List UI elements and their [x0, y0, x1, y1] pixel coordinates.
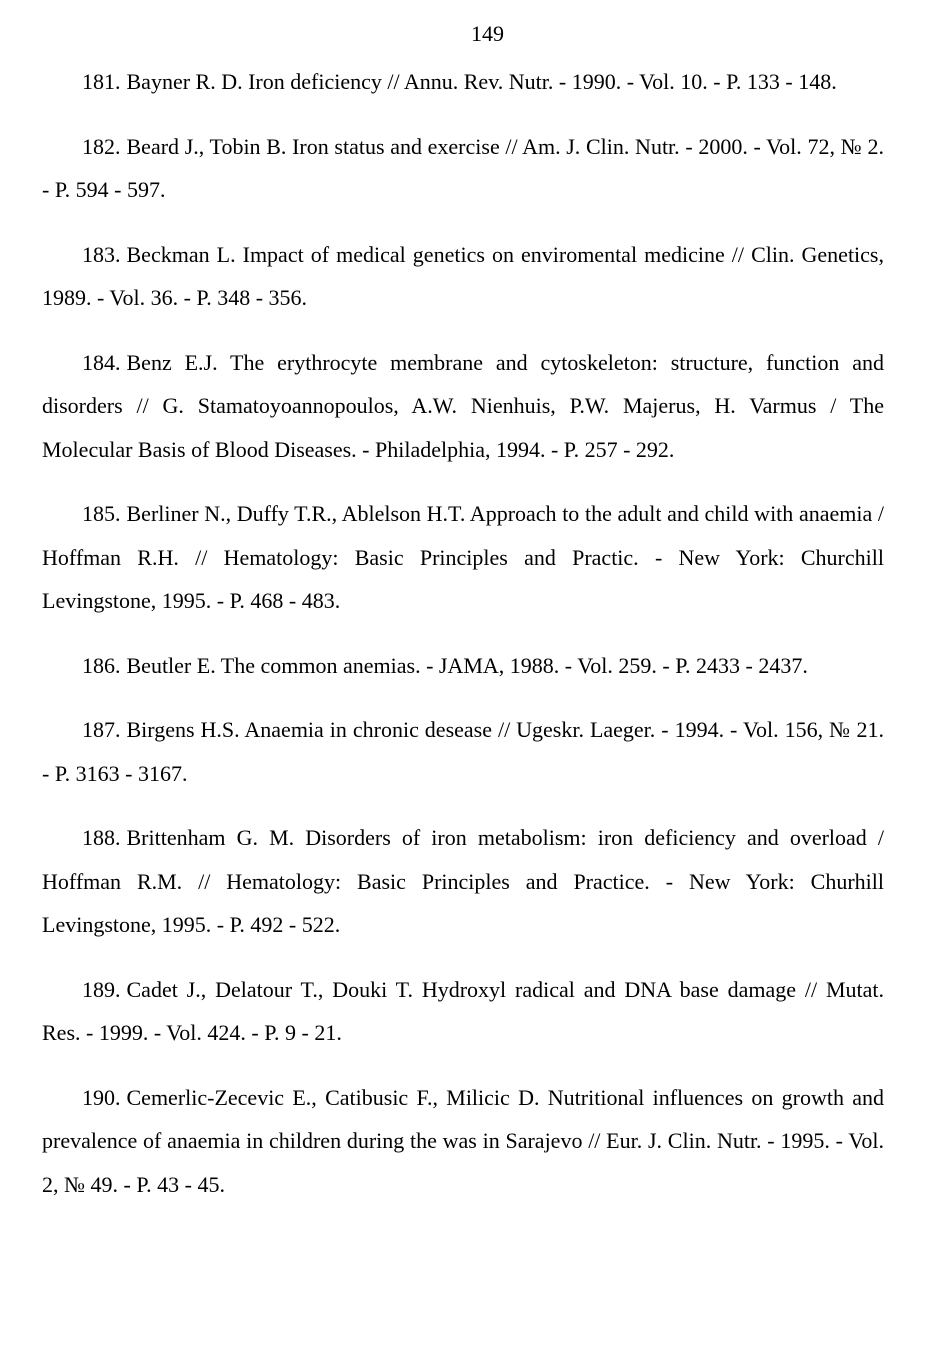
reference-list [42, 60, 884, 1227]
reference-number: 188. [82, 825, 121, 850]
reference-text: Bayner R. D. Iron deficiency // Annu. Rev. Nutr. - 1990. - Vol. 10. - P. 133 - 148. [126, 69, 837, 94]
reference-text: Beutler E. The common anemias. - JAMA, 1988. - Vol. 259. - P. 2433 - 2437. [126, 652, 808, 678]
reference-text: Berliner N., Duffy T.R., Ablelson H.T. Approach to the adult and child with anaemia / Hoffman R.H. // Hematology: Basic Principles and Practic. - New York: Churchill Levingstone, 1995. - P. 468 - 483. [42, 501, 884, 613]
reference-item [42, 60, 884, 104]
reference-number: 182. [82, 133, 121, 159]
reference-text: Beard J., Tobin B. Iron status and exercise // Am. J. Clin. Nutr. - 2000. - Vol. 72, № 2. - P. 594 - 597. [42, 133, 884, 202]
reference-number: 190. [82, 1084, 121, 1110]
page-number: 149 [471, 21, 504, 46]
reference-number: 187. [82, 717, 121, 742]
reference-number: 184. [82, 349, 121, 375]
reference-text: Cadet J., Delatour T., Douki T. Hydroxyl radical and DNA base damage // Mutat. Res. - 1999. - Vol. 424. - P. 9 - 21. [42, 976, 884, 1045]
reference-item [42, 492, 884, 623]
reference-text: Brittenham G. M. Disorders of iron metabolism: iron deficiency and overload / Hoffman R.M. // Hematology: Basic Principles and Practice. - New York: Churhill Levingstone, 1995. - P. 492 - 522. [42, 825, 884, 937]
reference-item [42, 233, 884, 320]
reference-text: Beckman L. Impact of medical genetics on enviromental medicine // Clin. Genetics, 1989. - Vol. 36. - P. 348 - 356. [42, 241, 884, 310]
reference-item [42, 341, 884, 472]
reference-item [42, 816, 884, 947]
reference-text: Benz E.J. The erythrocyte membrane and cytoskeleton: structure, function and disorders // G. Stamatoyoannopoulos, A.W. Nienhuis, P.W. Majerus, H. Varmus / The Molecular Basis of Blood Diseases. - Philadelphia, 1994. - P. 257 - 292. [42, 349, 884, 462]
reference-number: 185. [82, 501, 121, 526]
reference-text: Birgens H.S. Anaemia in chronic desease // Ugeskr. Laeger. - 1994. - Vol. 156, № 21. - P. 3163 - 3167. [42, 717, 884, 786]
reference-number: 186. [82, 652, 121, 678]
reference-number: 189. [82, 976, 121, 1002]
reference-item [42, 708, 884, 795]
reference-item [42, 125, 884, 212]
reference-item [42, 968, 884, 1055]
reference-item [42, 1076, 884, 1207]
reference-text: Cemerlic-Zecevic E., Catibusic F., Milicic D. Nutritional influences on growth and prevalence of anaemia in children during the was in Sarajevo // Eur. J. Clin. Nutr. - 1995. - Vol. 2, № 49. - P. 43 - 45. [42, 1084, 884, 1197]
reference-number: 181. [82, 69, 121, 94]
reference-number: 183. [82, 241, 121, 267]
reference-item [42, 644, 884, 688]
